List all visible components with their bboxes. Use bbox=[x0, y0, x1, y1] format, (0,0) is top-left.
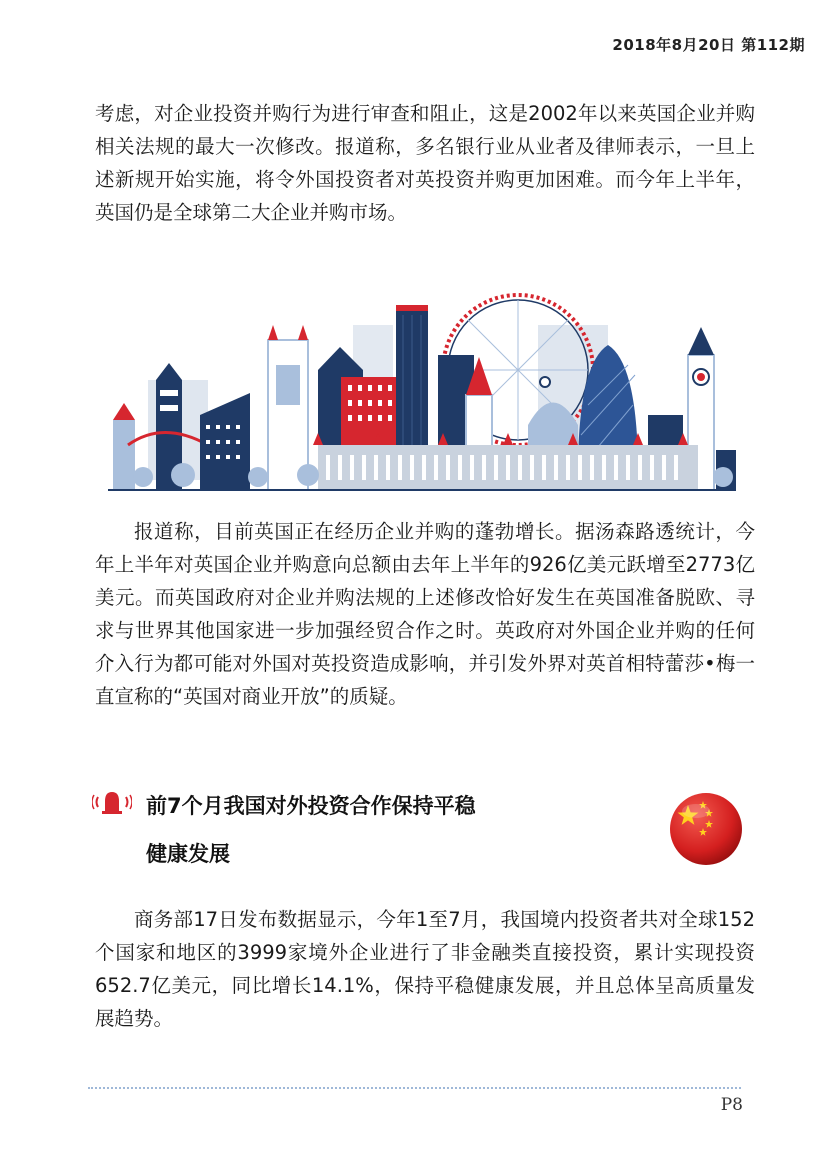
header-date: 2018年8月20日 第112期 bbox=[612, 36, 805, 54]
paragraph-outbound-investment: 商务部17日发布数据显示，今年1至7月，我国境内投资者共对全球152个国家和地区的3999家境外企业进行了非金融类直接投资，累计实现投资652.7亿美元，同比增长14.1%，保持平稳健康发展，并且总体呈高质量发展趋势。 bbox=[95, 908, 755, 1030]
paragraph-continuation: 考虑，对企业投资并购行为进行审查和阻止，这是2002年以来英国企业并购相关法规的最大一次修改。报道称，多名银行业从业者及律师表示，一旦上述新规开始实施，将令外国投资者对英投资并购更加困难。而今年上半年，英国仍是全球第二大企业并购市场。 bbox=[95, 102, 755, 224]
london-skyline-illustration bbox=[108, 285, 736, 497]
footer-divider bbox=[88, 1087, 741, 1089]
paragraph-uk-mergers: 报道称，目前英国正在经历企业并购的蓬勃增长。据汤森路透统计，今年上半年对英国企业并购意向总额由去年上半年的926亿美元跃增至2773亿美元。而英国政府对企业并购法规的上述修改恰好发生在英国准备脱欧、寻求与世界其他国家进一步加强经贸合作之时。英政府对外国企业并购的任何介入行为都可能对外国对英投资造成影响，并引发外界对英首相特蕾莎•梅一直宣称的“英国对商业开放”的质疑。 bbox=[95, 520, 755, 708]
section-title-line1: 前7个月我国对外投资合作保持平稳 bbox=[146, 794, 476, 818]
page-number: P8 bbox=[720, 1095, 743, 1115]
china-flag-globe-icon bbox=[668, 791, 744, 867]
section-title-line2: 健康发展 bbox=[146, 842, 230, 866]
alarm-bell-icon bbox=[92, 789, 132, 817]
